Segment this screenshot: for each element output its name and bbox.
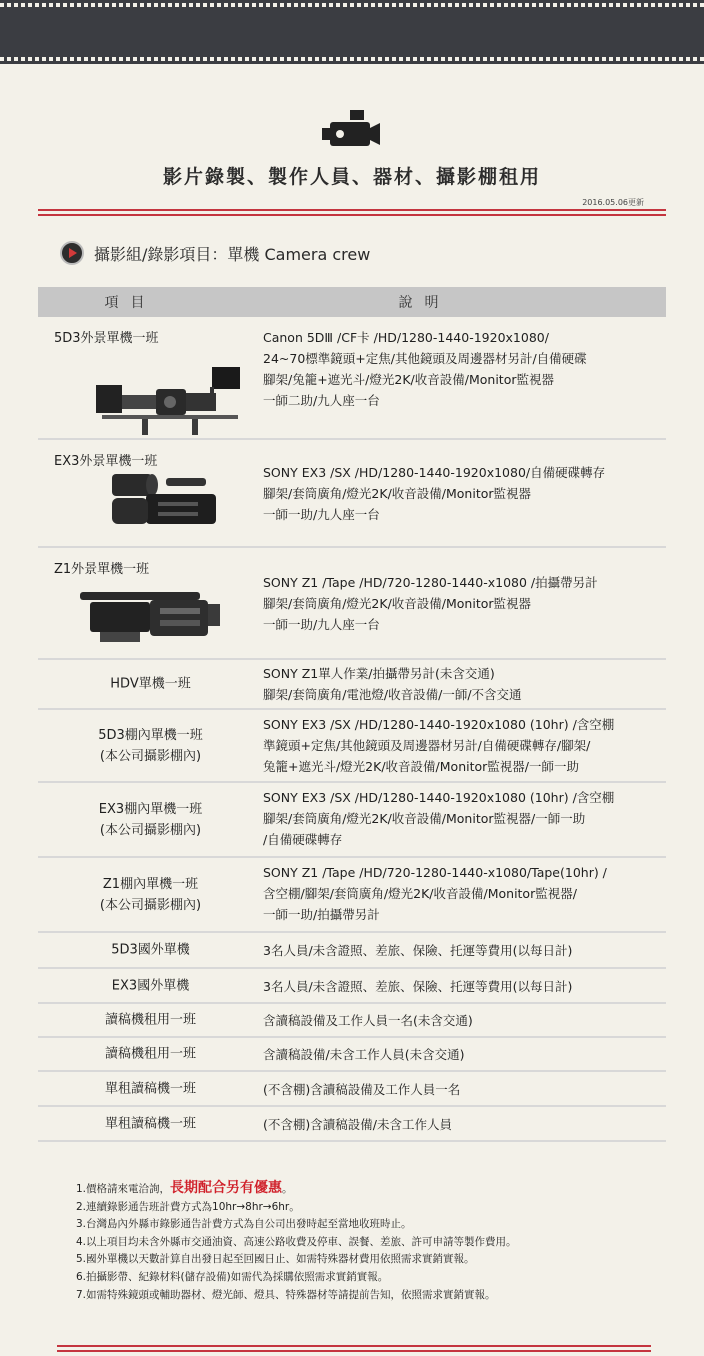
- table-row: [38, 440, 666, 548]
- note-item: 7.如需特殊鏡頭或輔助器材、燈光師、燈具、特殊器材等請提前告知，依照需求實銷實報。: [76, 1288, 496, 1301]
- canon-5d3-rig-image: [92, 367, 242, 437]
- sony-z1-camera-image: [80, 584, 222, 650]
- row-item-cell: [38, 933, 263, 967]
- row-item-cell: [38, 969, 263, 1002]
- row-description-cell: Canon 5DⅢ /CF卡 /HD/1280-1440-1920x1080/ 24~70標準鏡頭+定焦/其他鏡頭及周邊器材另計/自備硬碟 腳架/兔籠+遮光斗/燈光2K/收音設備/Monitor監視器 一師二助/九人座一台: [263, 330, 587, 408]
- play-icon: [60, 241, 84, 265]
- row-description-cell: SONY EX3 /SX /HD/1280-1440-1920x1080 (10hr) /含空棚 腳架/套筒廣角/燈光2K/收音設備/Monitor監視器/一師一助 /自備硬碟轉存: [263, 790, 615, 847]
- row-item-cell: [38, 783, 263, 856]
- row-description-cell: SONY Z1 /Tape /HD/720-1280-1440-x1080/Tape(10hr) / 含空棚/腳架/套筒廣角/燈光2K/收音設備/Monitor監視器/ 一師一助/拍攝帶另計: [263, 865, 607, 922]
- divider-line-top-1: [38, 209, 666, 211]
- row-description-cell: SONY Z1單人作業/拍攝帶另計(未含交通) 腳架/套筒廣角/電池燈/收音設備/一師/不含交通: [263, 666, 522, 702]
- table-header: [38, 287, 666, 317]
- row-item-cell: [38, 660, 263, 708]
- film-perforations-top: [0, 3, 704, 7]
- row-description-cell: SONY Z1 /Tape /HD/720-1280-1440-x1080 /拍攝帶另計 腳架/套筒廣角/燈光2K/收音設備/Monitor監視器 一師一助/九人座一台: [263, 575, 598, 632]
- discount-highlight: 長期配合另有優惠: [170, 1180, 283, 1196]
- table-row: [38, 317, 666, 440]
- row-item-label: 5D3棚內單機一班 (本公司攝影棚內): [98, 727, 203, 764]
- row-item-label: EX3國外單機: [111, 978, 190, 993]
- row-item-cell: [38, 548, 263, 658]
- row-item-cell: [38, 710, 263, 781]
- row-item-label: 讀稿機租用一班: [104, 1012, 196, 1028]
- row-description-cell: (不含棚)含讀稿設備/未含工作人員: [263, 1117, 452, 1132]
- note-item: 3.台灣島內外縣市錄影通告計費方式為自公司出發時起至當地收班時止。: [76, 1218, 412, 1231]
- row-item-cell: [38, 1004, 263, 1036]
- header-description: 說明: [398, 295, 451, 311]
- video-camera-icon: [322, 108, 382, 152]
- row-item-cell: [38, 1107, 263, 1140]
- row-item-label: EX3外景單機一班: [54, 454, 158, 469]
- notes-list: [76, 1180, 517, 1304]
- row-item-label: 5D3外景單機一班: [54, 331, 159, 346]
- row-item-cell: [38, 1072, 263, 1105]
- section-title: 攝影組/錄影項目：單機 Camera crew: [94, 244, 371, 264]
- price-table: [38, 287, 666, 1142]
- row-item-cell: [38, 317, 263, 438]
- table-row: [38, 933, 666, 969]
- note-item: 4.以上項目均未含外縣市交通油資、高速公路收費及停車、誤餐、差旅、許可申請等製作費用。: [76, 1235, 517, 1248]
- film-perforations-bottom: [0, 57, 704, 61]
- divider-line-top-2: [38, 214, 666, 216]
- row-item-cell: [38, 1038, 263, 1070]
- row-item-label: Z1外景單機一班: [54, 562, 150, 577]
- row-item-label: Z1棚內單機一班 (本公司攝影棚內): [99, 876, 202, 913]
- table-row: [38, 858, 666, 933]
- divider-line-bottom-2: [57, 1350, 651, 1352]
- row-description-cell: (不含棚)含讀稿設備及工作人員一名: [263, 1082, 461, 1097]
- table-row: [38, 1004, 666, 1038]
- row-item-cell: [38, 440, 263, 546]
- table-row: [38, 969, 666, 1004]
- row-item-cell: [38, 858, 263, 931]
- row-description-cell: SONY EX3 /SX /HD/1280-1440-1920x1080/自備硬碟轉存 腳架/套筒廣角/燈光2K/收音設備/Monitor監視器 一師一助/九人座一台: [263, 465, 606, 522]
- sony-ex3-camera-image: [106, 468, 226, 534]
- section-header: [60, 240, 370, 266]
- row-description-cell: 含讀稿設備及工作人員一名(未含交通): [263, 1013, 473, 1028]
- update-date: 2016.05.06更新: [582, 198, 644, 207]
- table-row: [38, 710, 666, 783]
- row-description-cell: 3名人員/未含證照、差旅、保險、托運等費用(以每日計): [263, 943, 573, 958]
- table-row: [38, 1072, 666, 1107]
- note-item: 6.拍攝影帶、紀錄材料(儲存設備)如需代為採購依照需求實銷實報。: [76, 1270, 389, 1283]
- table-row: [38, 1107, 666, 1142]
- note-item: 5.國外單機以天數計算自出發日起至回國日止、如需特殊器材費用依照需求實銷實報。: [76, 1253, 475, 1266]
- row-description-cell: SONY EX3 /SX /HD/1280-1440-1920x1080 (10hr) /含空棚 準鏡頭+定焦/其他鏡頭及周邊器材另計/自備硬碟轉存/腳架/ 兔籠+遮光斗/燈光2K/收音設備/Monitor監視器/一師一助: [263, 717, 615, 774]
- row-description-cell: 含讀稿設備/未含工作人員(未含交通): [263, 1047, 465, 1062]
- row-description-cell: 3名人員/未含證照、差旅、保險、托運等費用(以每日計): [263, 979, 573, 994]
- row-item-label: HDV單機一班: [110, 676, 191, 692]
- table-row: [38, 1038, 666, 1072]
- header-item: 項目: [104, 295, 157, 311]
- table-row: [38, 783, 666, 858]
- row-item-label: 單租讀稿機一班: [104, 1081, 196, 1096]
- table-row: [38, 548, 666, 660]
- note-item: 1.價格請來電洽詢，長期配合另有優惠。: [76, 1180, 293, 1196]
- divider-line-bottom-1: [57, 1345, 651, 1347]
- table-row: [38, 660, 666, 710]
- page-title: 影片錄製、製作人員、器材、攝影棚租用: [162, 166, 541, 188]
- row-item-label: 單租讀稿機一班: [104, 1116, 196, 1131]
- row-item-label: 5D3國外單機: [111, 942, 190, 958]
- row-item-label: 讀稿機租用一班: [104, 1046, 196, 1062]
- note-item: 2.連續錄影通告班計費方式為10hr→8hr→6hr。: [76, 1200, 300, 1213]
- film-strip-banner: [0, 0, 704, 64]
- row-item-label: EX3棚內單機一班 (本公司攝影棚內): [98, 801, 203, 838]
